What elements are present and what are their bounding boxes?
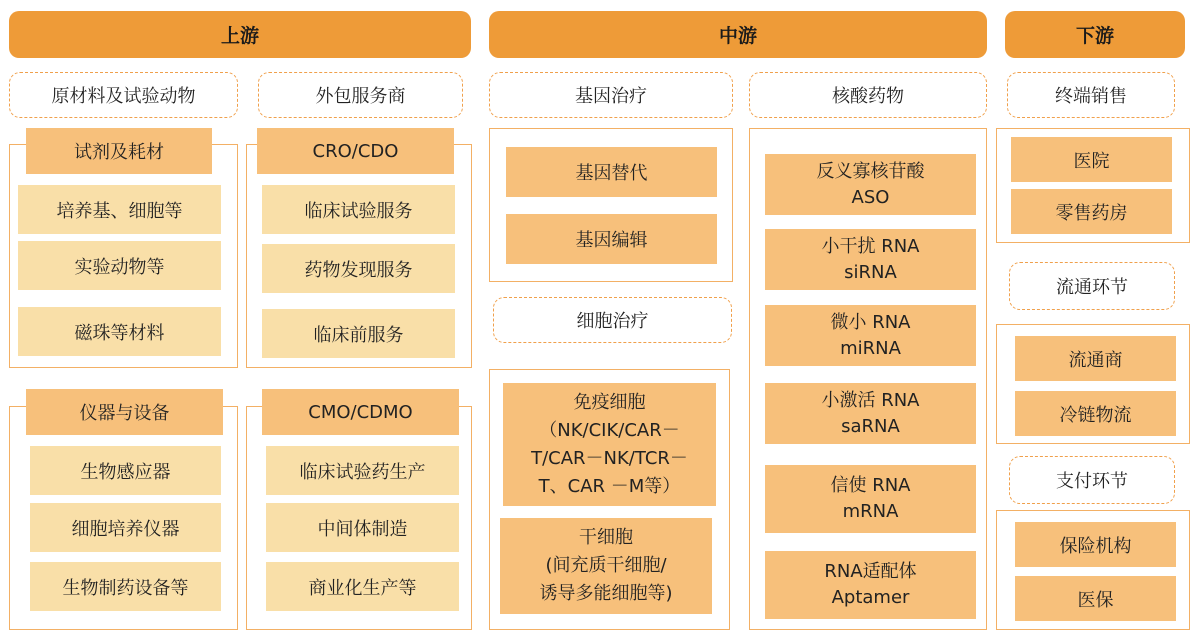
nucleic-acid-name: 反义寡核苷酸	[816, 160, 925, 182]
box-mirna	[765, 305, 976, 366]
box-instruments-item: 生物感应器	[30, 446, 221, 495]
immune-cells-line: T、CAR －M等）	[538, 475, 681, 497]
stem-cells-line: (间充质干细胞/	[545, 555, 667, 576]
immune-cells-line: 免疫细胞	[573, 391, 646, 413]
header-midstream: 中游	[489, 11, 987, 58]
box-cmo-item: 临床试验药生产	[266, 446, 459, 495]
box-distributor: 流通商	[1015, 336, 1176, 381]
nucleic-acid-abbr: siRNA	[844, 261, 897, 283]
nucleic-acid-name: 微小 RNA	[830, 311, 911, 333]
box-sirna	[765, 229, 976, 290]
category-terminal-sales: 终端销售	[1007, 72, 1175, 118]
nucleic-acid-abbr: Aptamer	[831, 587, 910, 608]
box-aso	[765, 154, 976, 215]
category-outsourcing: 外包服务商	[258, 72, 463, 118]
category-payment: 支付环节	[1009, 456, 1175, 504]
box-mrna	[765, 465, 976, 533]
nucleic-acid-name: RNA适配体	[824, 561, 917, 582]
box-cmo-item: 中间体制造	[266, 503, 459, 552]
nucleic-acid-abbr: saRNA	[841, 415, 900, 437]
stem-cells-line: 诱导多能细胞等)	[539, 583, 673, 604]
box-instruments-item: 细胞培养仪器	[30, 503, 221, 552]
nucleic-acid-abbr: ASO	[851, 186, 890, 208]
header-upstream: 上游	[9, 11, 471, 58]
box-cro-item: 临床前服务	[262, 309, 455, 358]
box-reagents-title: 试剂及耗材	[26, 128, 212, 174]
box-sarna	[765, 383, 976, 444]
box-cro-title: CRO/CDO	[257, 128, 454, 174]
box-aptamer	[765, 551, 976, 619]
immune-cells-line: （NK/CIK/CAR－	[539, 419, 680, 441]
box-insurance: 保险机构	[1015, 522, 1176, 567]
box-cmo-item: 商业化生产等	[266, 562, 459, 611]
nucleic-acid-name: 信使 RNA	[830, 475, 911, 496]
category-nucleic-acid: 核酸药物	[749, 72, 987, 118]
box-cro-item: 临床试验服务	[262, 185, 455, 234]
category-circulation: 流通环节	[1009, 262, 1175, 310]
category-cell-therapy: 细胞治疗	[493, 297, 732, 343]
box-cmo-title: CMO/CDMO	[262, 389, 459, 435]
box-gene-editing: 基因编辑	[506, 214, 717, 264]
box-retail-pharmacy: 零售药房	[1011, 189, 1172, 234]
box-reagents-item: 实验动物等	[18, 241, 221, 290]
box-hospital: 医院	[1011, 137, 1172, 182]
box-gene-replacement: 基因替代	[506, 147, 717, 197]
box-cold-chain: 冷链物流	[1015, 391, 1176, 436]
category-raw-materials: 原材料及试验动物	[9, 72, 238, 118]
stem-cells-line: 干细胞	[579, 527, 633, 548]
box-instruments-title: 仪器与设备	[26, 389, 223, 435]
box-medical-insurance: 医保	[1015, 576, 1176, 621]
box-immune-cells	[503, 383, 716, 506]
nucleic-acid-abbr: miRNA	[840, 337, 901, 359]
box-reagents-item: 培养基、细胞等	[18, 185, 221, 234]
box-instruments-item: 生物制药设备等	[30, 562, 221, 611]
immune-cells-line: T/CAR－NK/TCR－	[531, 447, 688, 469]
header-downstream: 下游	[1005, 11, 1185, 58]
box-cro-item: 药物发现服务	[262, 244, 455, 293]
nucleic-acid-abbr: mRNA	[842, 501, 899, 522]
nucleic-acid-name: 小干扰 RNA	[821, 235, 920, 257]
nucleic-acid-name: 小激活 RNA	[821, 389, 920, 411]
category-gene-therapy: 基因治疗	[489, 72, 733, 118]
box-reagents-item: 磁珠等材料	[18, 307, 221, 356]
box-stem-cells	[500, 518, 712, 614]
